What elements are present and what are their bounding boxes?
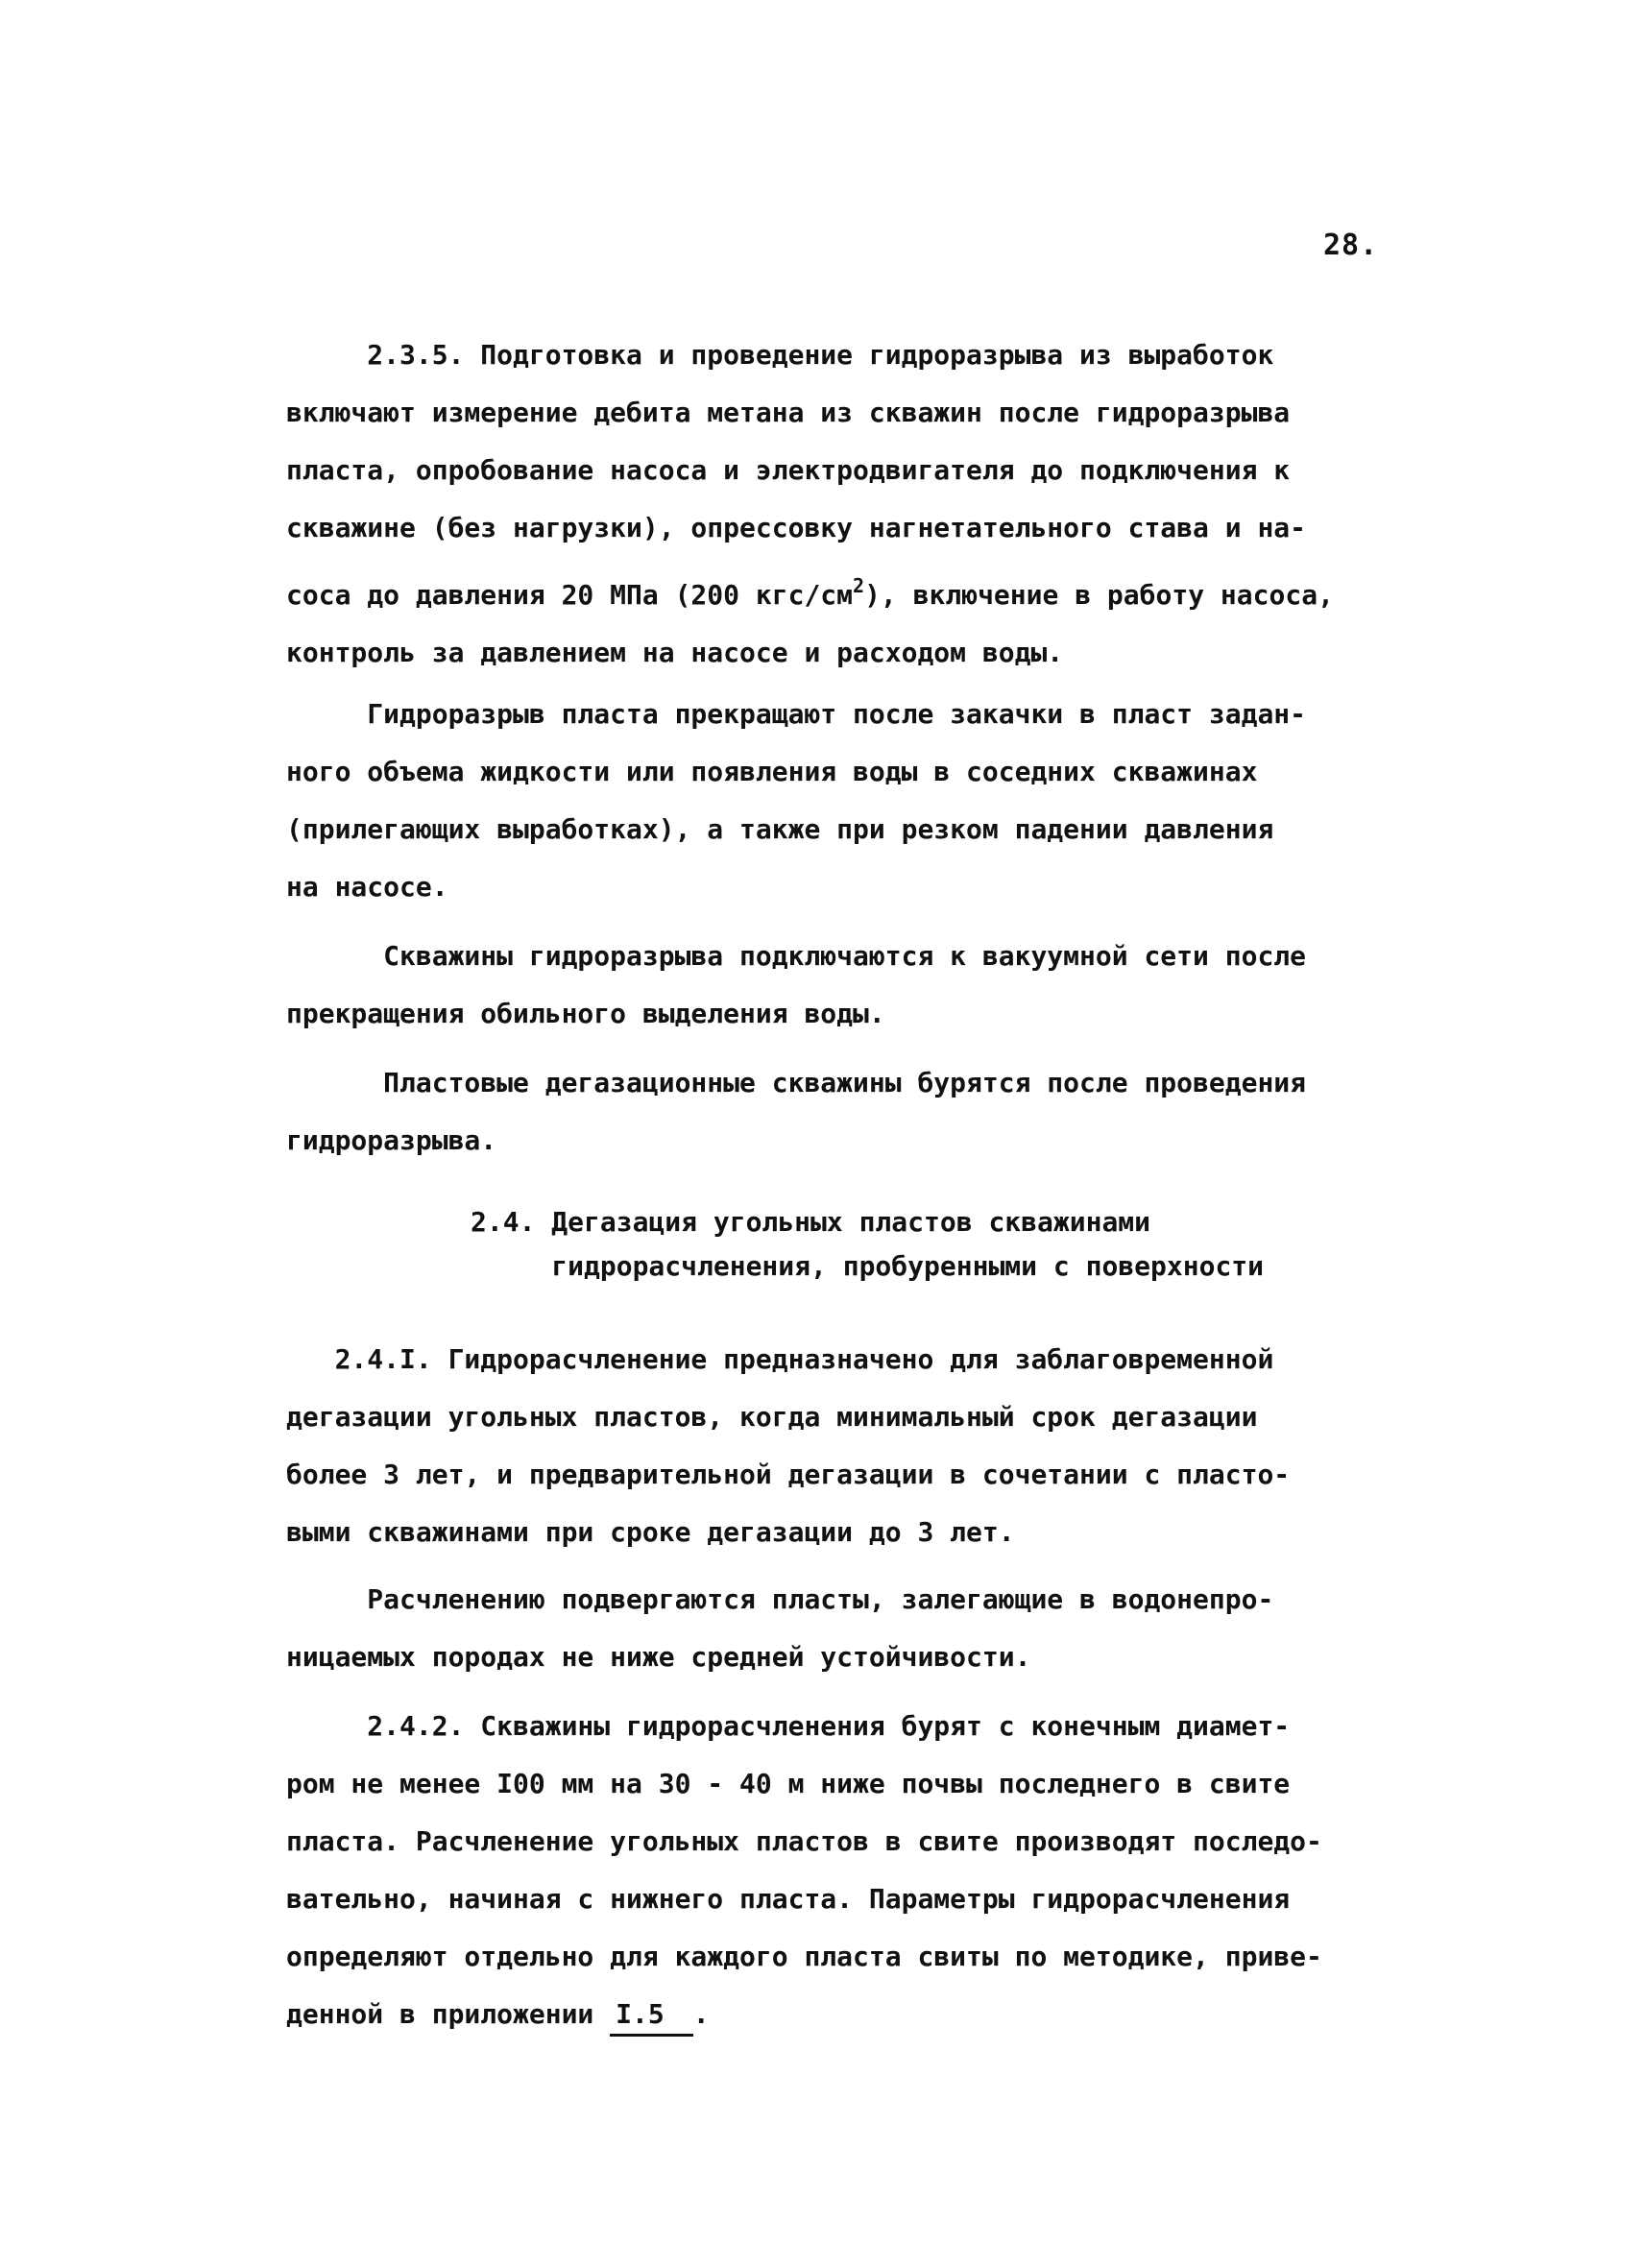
paragraph-2-4-2 xyxy=(286,1698,1419,2043)
text-line: 2.4.I. Гидрорасчленение предназначено для заблаговременной xyxy=(286,1343,1274,1375)
page-number: 28. xyxy=(1323,229,1379,262)
text-line: пласта, опробование насоса и электродвигателя до подключения к xyxy=(286,454,1291,486)
paragraph-2-4-1 xyxy=(286,1331,1419,1561)
text-line: контроль за давлением на насосе и расходом воды. xyxy=(286,637,1064,668)
text-line: прекращения обильного выделения воды. xyxy=(286,998,885,1029)
paragraph-connect xyxy=(286,928,1419,1043)
text-line: на насосе. xyxy=(286,871,448,903)
text-fragment: денной в приложении xyxy=(286,1998,611,2030)
text-line: вательно, начиная с нижнего пласта. Параметры гидрорасчленения xyxy=(286,1883,1291,1915)
section-heading-2-4 xyxy=(471,1200,1431,1289)
text-line: определяют отдельно для каждого пласта свиты по методике, приве- xyxy=(286,1941,1322,1972)
text-fragment: coca до давления 20 МПа (200 кгс/см xyxy=(286,579,854,611)
text-line: Скважины гидроразрыва подключаются к вакуумной сети после xyxy=(286,940,1307,972)
paragraph-drill xyxy=(286,1054,1419,1170)
paragraph-rasch xyxy=(286,1571,1419,1686)
text-line: ром не менее I00 мм на 30 - 40 м ниже почвы последнего в свите xyxy=(286,1768,1291,1799)
paragraph-2-3-5 xyxy=(286,326,1419,682)
heading-line: 2.4. Дегазация угольных пластов скважинами xyxy=(471,1206,1151,1238)
superscript: 2 xyxy=(853,574,865,597)
text-line xyxy=(286,1986,1419,2043)
text-line: включают измерение дебита метана из скважин после гидроразрыва xyxy=(286,397,1291,428)
text-line: (прилегающих выработках), а также при резком падении давления xyxy=(286,813,1274,845)
text-fragment: ), включение в работу насоса, xyxy=(864,579,1334,611)
text-line: скважине (без нагрузки), опрессовку нагнетательного става и на- xyxy=(286,512,1307,543)
text-line: Пластовые дегазационные скважины бурятся после проведения xyxy=(286,1067,1307,1098)
text-line: выми скважинами при сроке дегазации до 3 лет. xyxy=(286,1516,1015,1548)
paragraph-stop xyxy=(286,686,1419,916)
text-fragment: . xyxy=(692,1998,710,2030)
text-line xyxy=(286,557,1419,624)
heading-line: гидрорасчленения, пробуренными с поверхности xyxy=(471,1250,1265,1282)
text-line: ницаемых породах не ниже средней устойчивости. xyxy=(286,1641,1031,1673)
text-line: 2.4.2. Скважины гидрорасчленения бурят с конечным диамет- xyxy=(286,1710,1291,1742)
text-line: ного объема жидкости или появления воды в соседних скважинах xyxy=(286,756,1258,787)
text-line: Гидроразрыв пласта прекращают после закачки в пласт задан- xyxy=(286,698,1307,730)
appendix-reference: I.5 xyxy=(610,1995,693,2037)
text-line: Расчленению подвергаются пласты, залегающие в водонепро- xyxy=(286,1583,1274,1615)
text-line: гидроразрыва. xyxy=(286,1124,497,1156)
text-line: 2.3.5. Подготовка и проведение гидроразрыва из выработок xyxy=(286,339,1274,371)
text-line: пласта. Расчленение угольных пластов в свите производят последо- xyxy=(286,1825,1322,1857)
text-line: дегазации угольных пластов, когда минимальный срок дегазации xyxy=(286,1401,1258,1433)
text-line: более 3 лет, и предварительной дегазации в сочетании с пласто- xyxy=(286,1459,1291,1490)
